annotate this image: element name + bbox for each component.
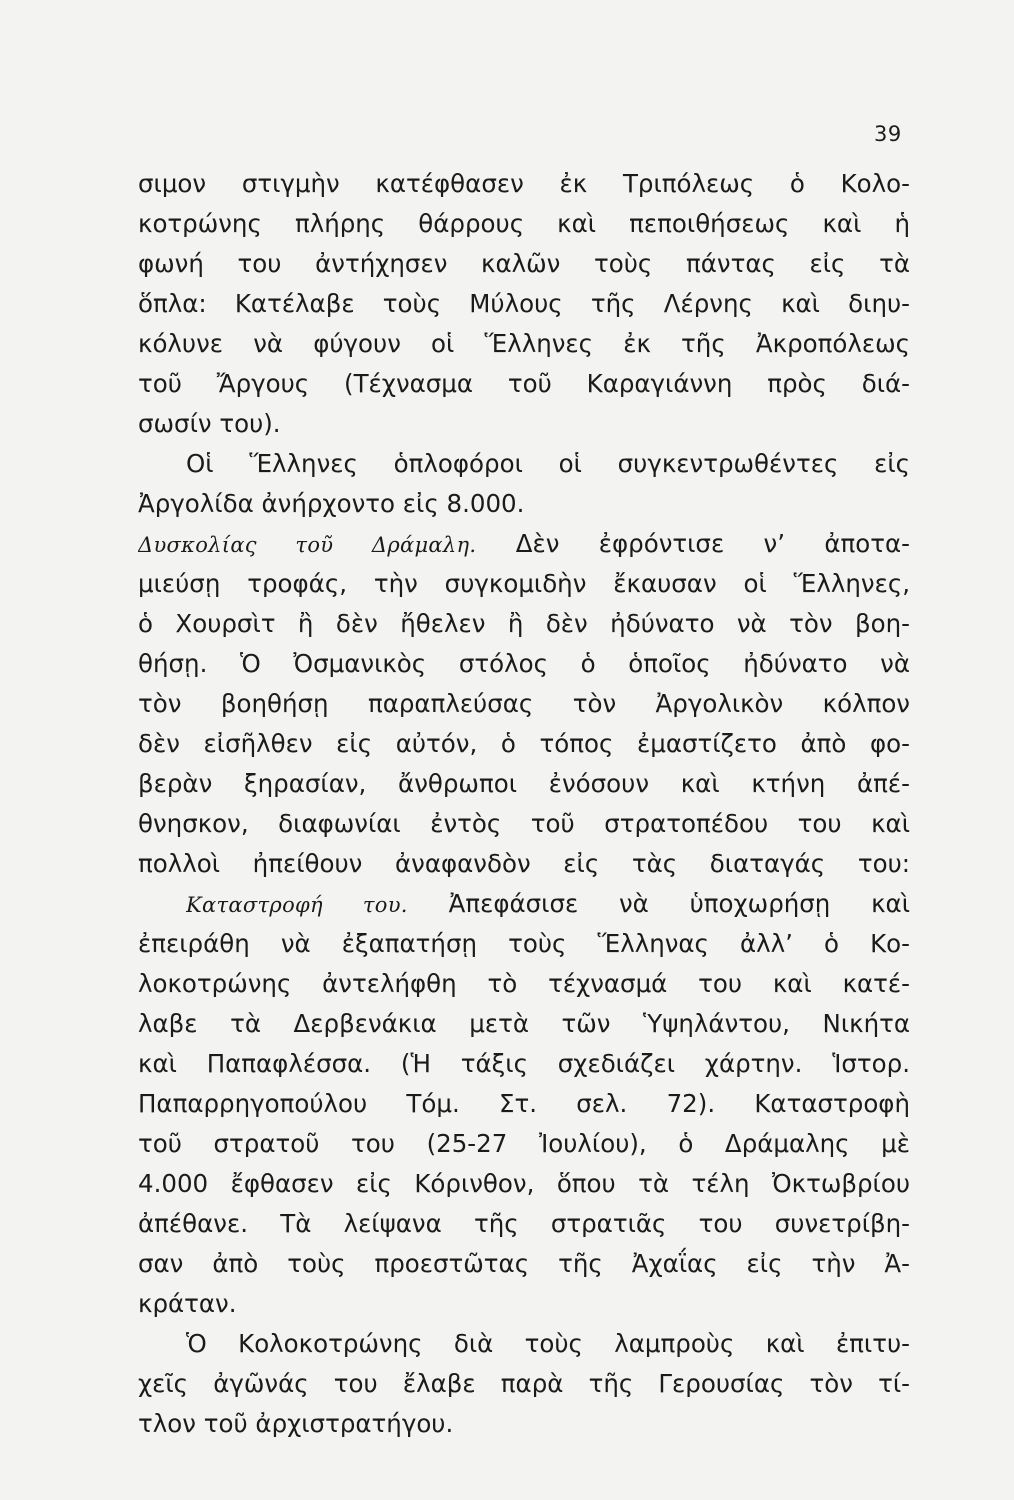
page-number: 39: [874, 122, 902, 146]
text-line: σιμον στιγμὴν κατέφθασεν ἐκ Τριπόλεως ὁ Κολο-: [138, 169, 910, 198]
text-line: κόλυνε νὰ φύγουν οἱ Ἕλληνες ἐκ τῆς Ἀκροπόλεως: [138, 329, 910, 358]
text-line: τὸν βοηθήσῃ παραπλεύσας τὸν Ἀργολικὸν κόλπον: [138, 689, 910, 718]
section-heading: Δυσκολίας τοῦ Δράμαλη.: [138, 533, 477, 557]
text-line: τοῦ Ἄργους (Τέχνασμα τοῦ Καραγιάννη πρὸς διά-: [138, 369, 910, 398]
text-line: καὶ Παπαφλέσσα. (Ἡ τάξις σχεδιάζει χάρτην. Ἱστορ.: [138, 1049, 910, 1078]
text-line: ἐπειράθη νὰ ἐξαπατήσῃ τοὺς Ἕλληνας ἀλλ’ ὁ Κο-: [138, 929, 910, 958]
text-line: τλον τοῦ ἀρχιστρατήγου.: [138, 1409, 454, 1438]
text-line: ὁ Χουρσὶτ ἢ δὲν ἤθελεν ἢ δὲν ἠδύνατο νὰ τὸν βοη-: [138, 609, 910, 638]
section-heading: Καταστροφή του.: [186, 893, 408, 917]
text-line: βερὰν ξηρασίαν, ἄνθρωποι ἐνόσουν καὶ κτήνη ἀπέ-: [138, 769, 910, 798]
text-line: θήσῃ. Ὁ Ὀσμανικὸς στόλος ὁ ὁποῖος ἠδύνατο νὰ: [138, 649, 910, 678]
text-line: φωνή του ἀντήχησεν καλῶν τοὺς πάντας εἰς τὰ: [138, 249, 910, 278]
text-line: δὲν εἰσῆλθεν εἰς αὐτόν, ὁ τόπος ἐμαστίζετο ἀπὸ φο-: [138, 729, 910, 758]
text-line: μιεύσῃ τροφάς, τὴν συγκομιδὴν ἔκαυσαν οἱ Ἕλληνες,: [138, 569, 910, 598]
text-line: τοῦ στρατοῦ του (25-27 Ἰουλίου), ὁ Δράμαλης μὲ: [138, 1129, 910, 1158]
text-line: Οἱ Ἕλληνες ὁπλοφόροι οἱ συγκεντρωθέντες εἰς: [186, 449, 910, 478]
text-line: Δυσκολίας τοῦ Δράμαλη. Δὲν ἐφρόντισε ν’ ἀποτα-: [138, 529, 910, 558]
text-line: Παπαρρηγοπούλου Τόμ. Στ. σελ. 72). Καταστροφὴ: [138, 1089, 910, 1118]
text-line: Καταστροφή του. Ἀπεφάσισε νὰ ὑποχωρήσῃ καὶ: [186, 889, 910, 918]
text-line: 4.000 ἔφθασεν εἰς Κόρινθον, ὅπου τὰ τέλη Ὀκτωβρίου: [138, 1169, 910, 1198]
text-line: λαβε τὰ Δερβενάκια μετὰ τῶν Ὑψηλάντου, Νικήτα: [138, 1009, 910, 1038]
text-line: ἀπέθανε. Τὰ λείψανα τῆς στρατιᾶς του συνετρίβη-: [138, 1209, 910, 1238]
text-line: ὅπλα: Κατέλαβε τοὺς Μύλους τῆς Λέρνης καὶ διηυ-: [138, 289, 910, 318]
text-line: σαν ἀπὸ τοὺς προεστῶτας τῆς Ἀχαΐας εἰς τὴν Ἀ-: [138, 1249, 910, 1278]
text-line: Ἀργολίδα ἀνήρχοντο εἰς 8.000.: [138, 489, 525, 518]
text-line: χεῖς ἀγῶνάς του ἔλαβε παρὰ τῆς Γερουσίας τὸν τί-: [138, 1369, 910, 1398]
text-line: πολλοὶ ἠπείθουν ἀναφανδὸν εἰς τὰς διαταγάς του:: [138, 849, 910, 878]
text-line: θνησκον, διαφωνίαι ἐντὸς τοῦ στρατοπέδου του καὶ: [138, 809, 910, 838]
text-line: λοκοτρώνης ἀντελήφθη τὸ τέχνασμά του καὶ κατέ-: [138, 969, 910, 998]
text-line: κράταν.: [138, 1289, 237, 1318]
text-line: σωσίν του).: [138, 409, 281, 438]
text-line: κοτρώνης πλήρης θάρρους καὶ πεποιθήσεως καὶ ἡ: [138, 209, 910, 238]
text-line: Ὁ Κολοκοτρώνης διὰ τοὺς λαμπροὺς καὶ ἐπιτυ-: [186, 1329, 910, 1358]
